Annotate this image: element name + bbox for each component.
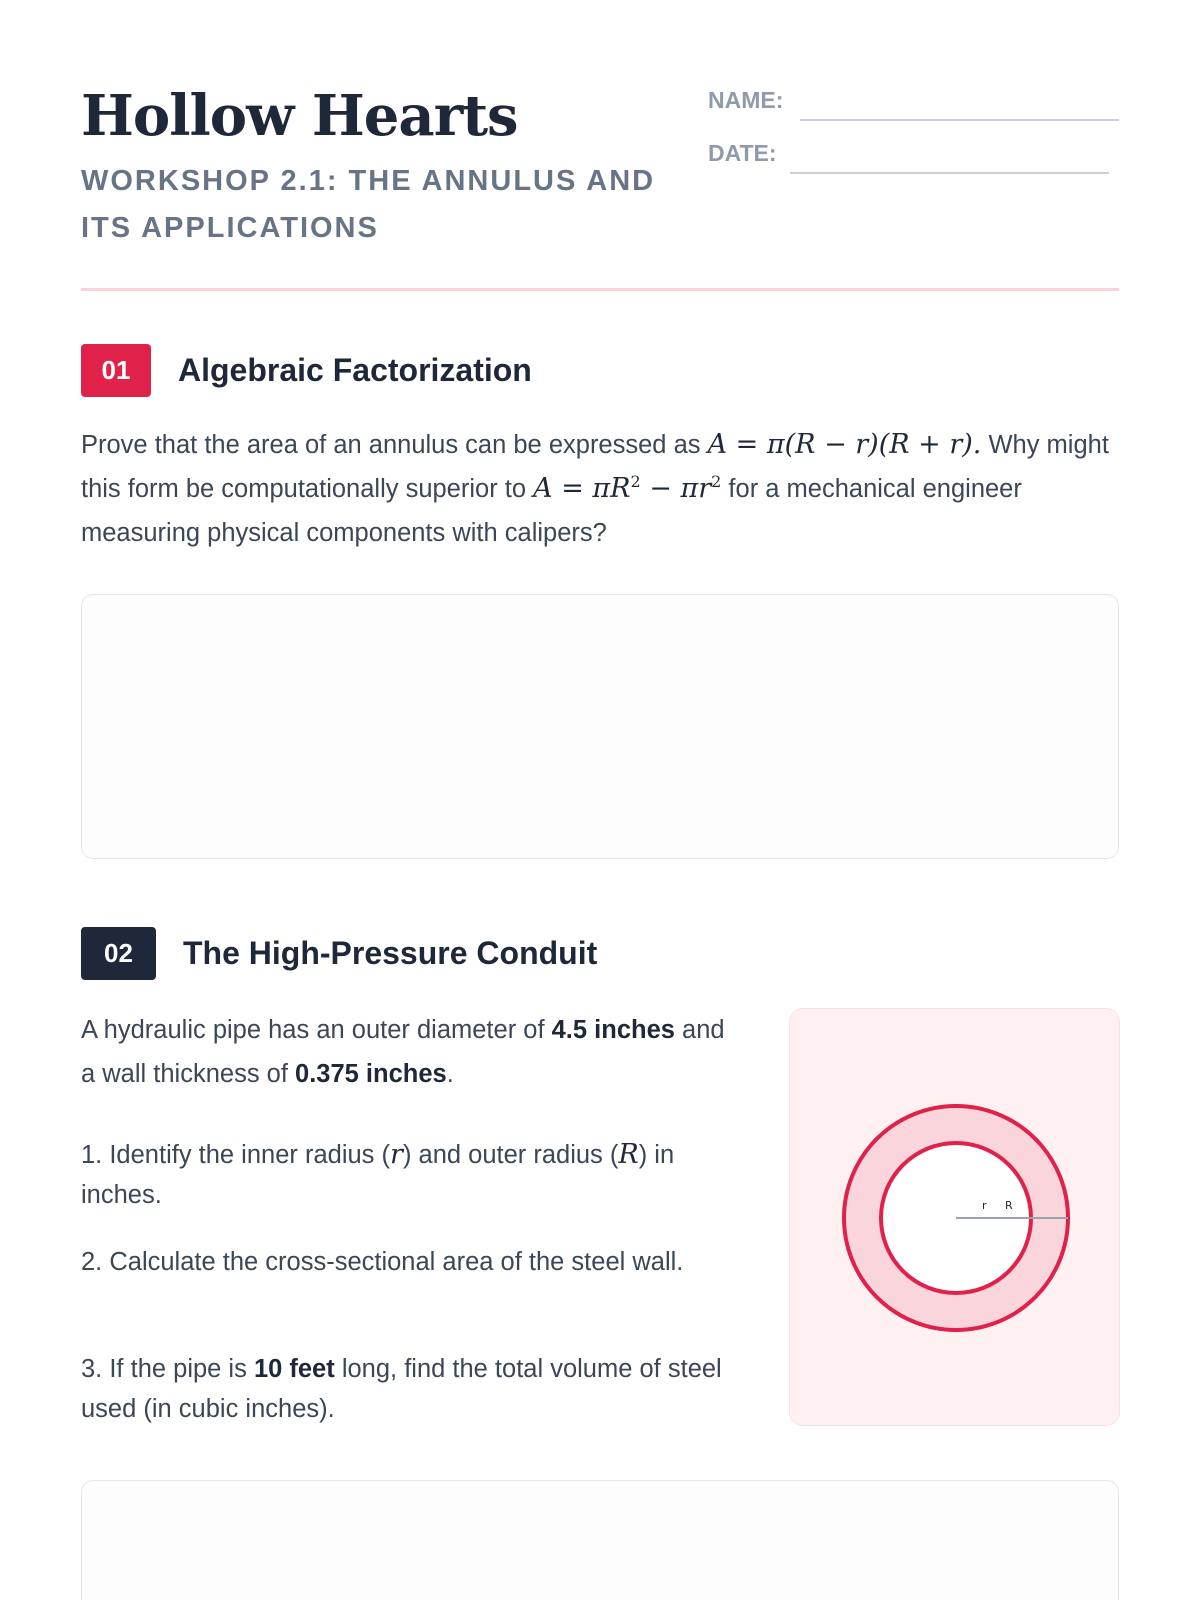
- annulus-diagram: [790, 1009, 1121, 1427]
- question-2: 2. Calculate the cross-sectional area of the steel wall.: [81, 1248, 684, 1276]
- worksheet-header: [81, 80, 1119, 290]
- section-title: Algebraic Factorization: [178, 352, 532, 388]
- section-02-intro: A hydraulic pipe has an outer diameter of 4.5 inches and a wall thickness of 0.375 inches.: [81, 1016, 725, 1088]
- name-label: NAME:: [708, 87, 784, 113]
- section-01-prompt: [81, 423, 1121, 555]
- outer-radius-var: R: [618, 1139, 639, 1170]
- worksheet-title: Hollow Hearts: [81, 83, 518, 149]
- outer-diameter-value: 4.5 inches: [551, 1016, 675, 1044]
- inner-radius-var: r: [390, 1139, 403, 1170]
- answer-box-01[interactable]: [81, 594, 1119, 859]
- header-divider: [81, 288, 1119, 291]
- question-3: 3. If the pipe is 10 feet long, find the total volume of steel used (in cubic inches).: [81, 1355, 722, 1423]
- prompt-text: for a mechanical engineer measuring physical components with calipers?: [81, 475, 1022, 547]
- standard-area-formula: $A = \pi R^2 - \pi r^2$: [533, 472, 722, 504]
- date-underline[interactable]: [790, 172, 1109, 174]
- prompt-text: Prove that the area of an annulus can be expressed as: [81, 431, 708, 459]
- name-underline[interactable]: [800, 119, 1119, 121]
- answer-box-02[interactable]: [81, 1480, 1119, 1600]
- section-01-header: [81, 344, 981, 398]
- worksheet-subtitle: WORKSHOP 2.1: THE ANNULUS AND ITS APPLICATIONS: [81, 165, 656, 244]
- prompt-text: Why might this form be computationally superior to: [81, 431, 1109, 503]
- annulus-diagram-card: [789, 1008, 1120, 1426]
- section-number-badge: 01: [81, 344, 151, 397]
- wall-thickness-value: 0.375 inches: [295, 1060, 447, 1088]
- pipe-length-value: 10 feet: [253, 1355, 335, 1383]
- outer-radius-label: R: [1005, 1199, 1013, 1212]
- section-number-badge: 02: [81, 927, 156, 980]
- name-field[interactable]: [708, 85, 1119, 121]
- section-title: The High-Pressure Conduit: [183, 935, 598, 971]
- section-02-header: [81, 927, 981, 981]
- factored-area-formula: A = π(R − r)(R + r).: [707, 429, 982, 460]
- date-label: DATE:: [708, 140, 777, 166]
- inner-radius-label: r: [982, 1199, 987, 1212]
- question-1: 1. Identify the inner radius (r) and outer radius (R) in inches.: [81, 1139, 675, 1209]
- date-field[interactable]: [708, 138, 1109, 174]
